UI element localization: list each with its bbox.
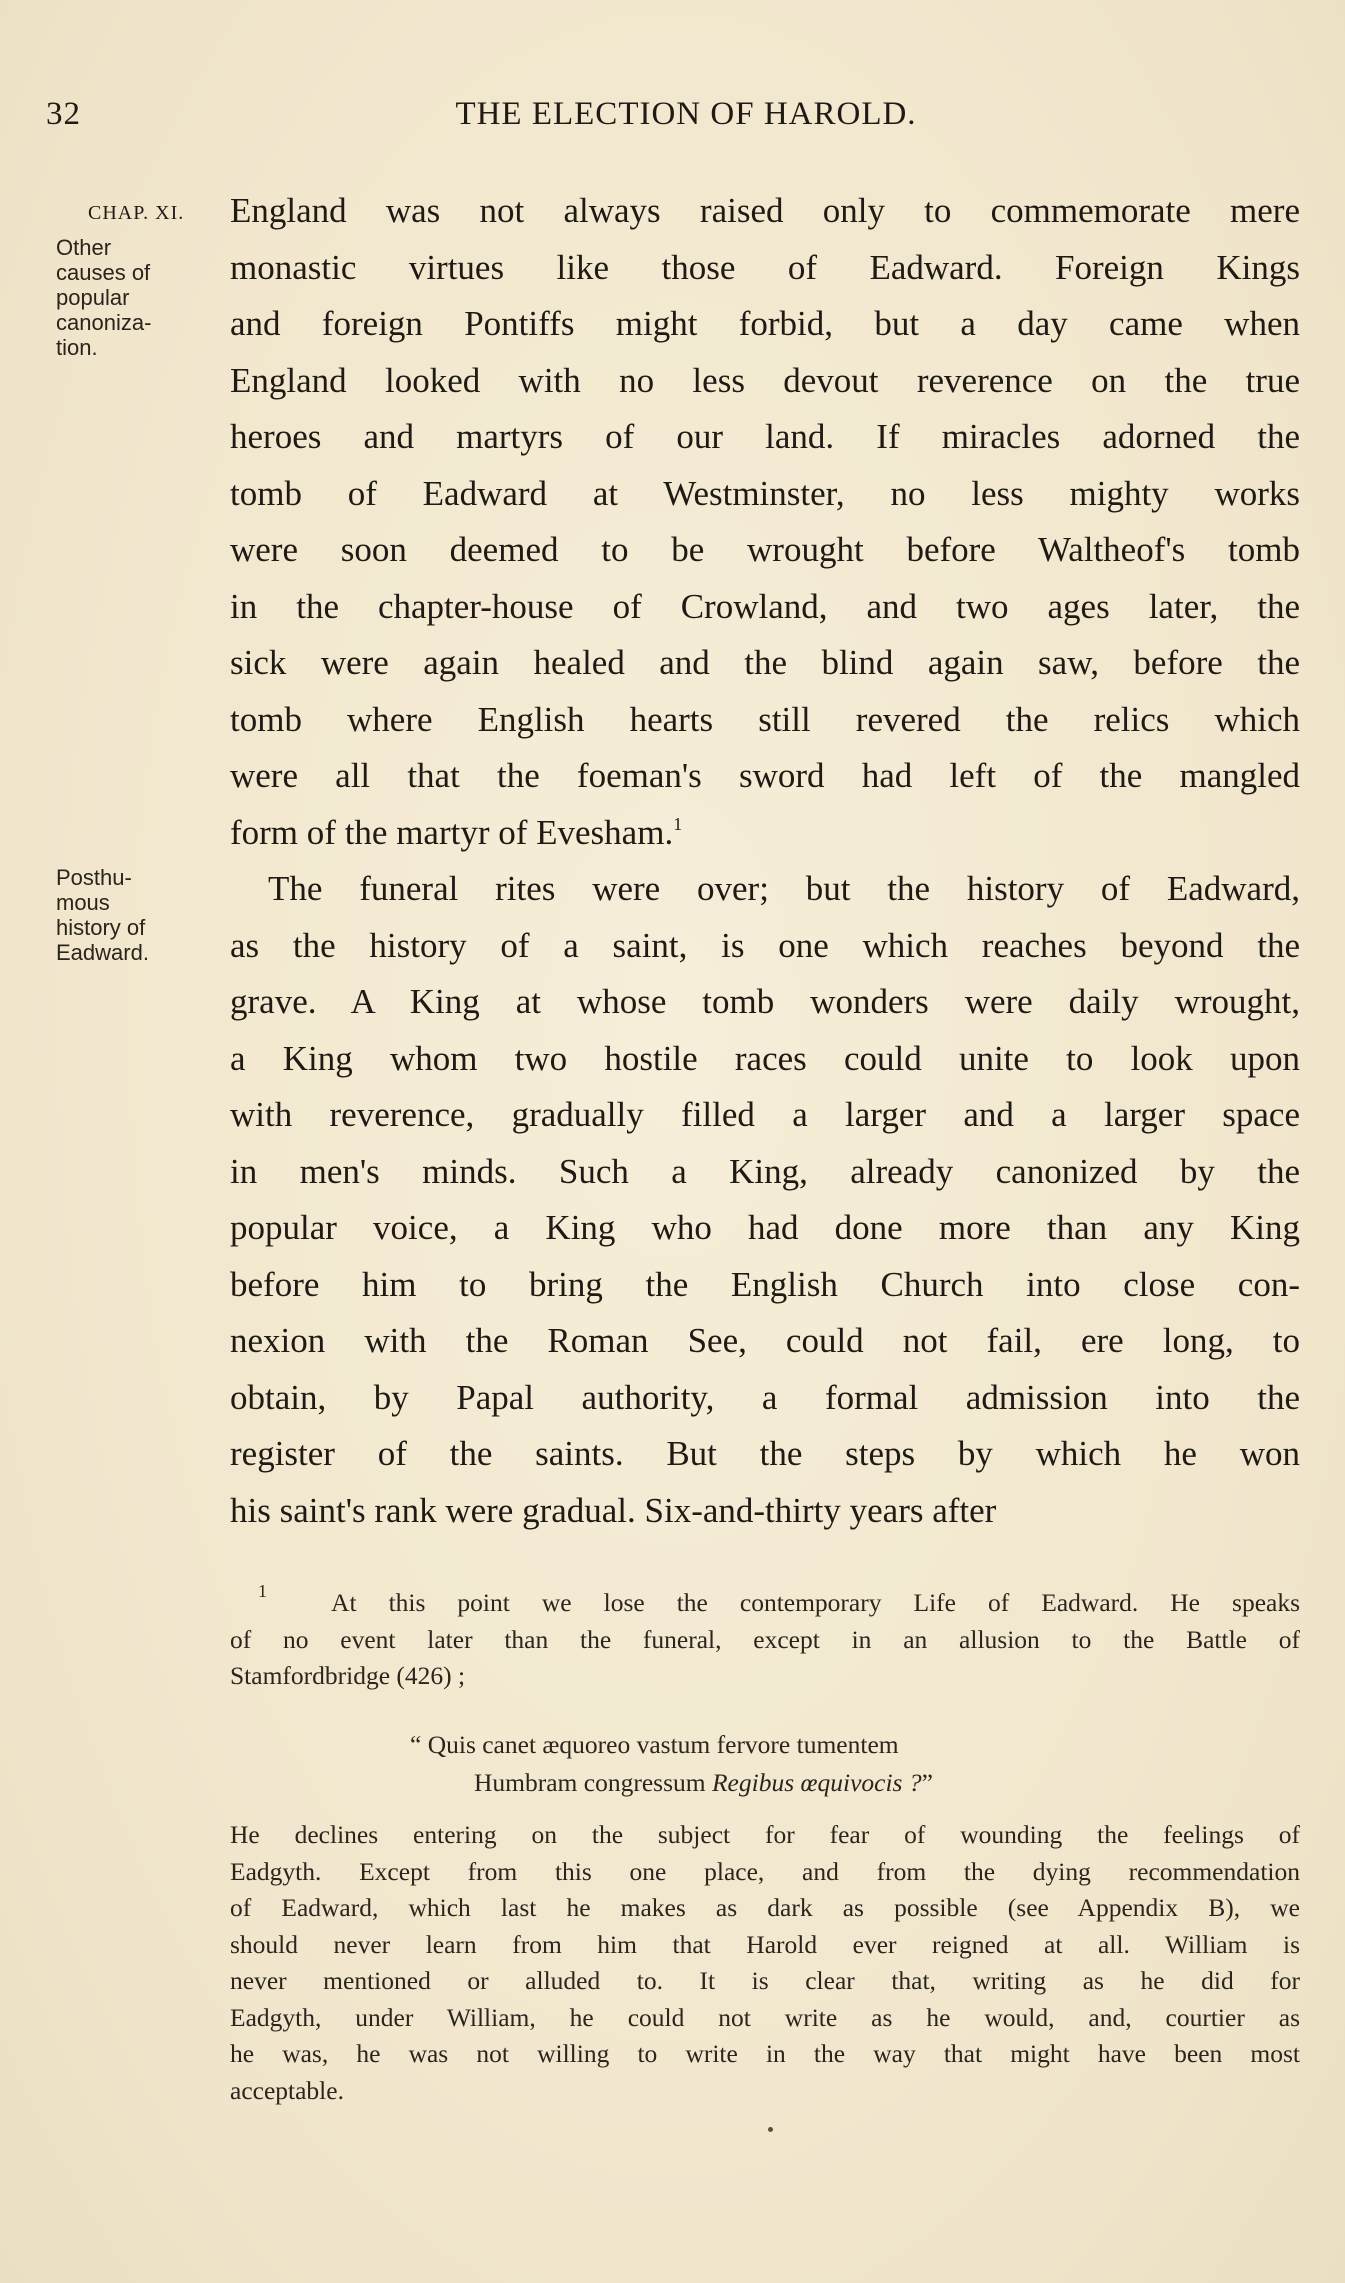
text-line: were soon deemed to be wrought before Waltheof's tomb bbox=[230, 530, 1300, 569]
footnote-reference: 1 bbox=[673, 813, 683, 834]
text-line: England was not always raised only to commemorate mere bbox=[230, 191, 1300, 230]
text-line: in men's minds. Such a King, already canonized by the bbox=[230, 1151, 1300, 1191]
text-line bbox=[230, 861, 1300, 918]
footnote-verse bbox=[410, 1726, 933, 1802]
text-line: popular voice, a King who had done more than any King bbox=[230, 1208, 1300, 1247]
chapter-label: CHAP. XI. bbox=[88, 202, 185, 224]
running-head bbox=[46, 96, 1296, 136]
margin-note-line: mous bbox=[56, 890, 110, 915]
footnote-line: of Eadward, which last he makes as dark as possible (see Appendix B), we bbox=[230, 1893, 1300, 1922]
page-number: 32 bbox=[46, 96, 81, 132]
text-line: tomb of Eadward at Westminster, no less mighty works bbox=[230, 473, 1300, 513]
paragraph-1 bbox=[230, 183, 1300, 861]
text-line: were all that the foeman's sword had left of the mangled bbox=[230, 756, 1300, 795]
text-line: monastic virtues like those of Eadward. Foreign Kings bbox=[230, 247, 1300, 287]
verse-line: “ Quis canet æquoreo vastum fervore tumentem bbox=[410, 1730, 899, 1759]
footnote-continuation bbox=[230, 1817, 1300, 2109]
margin-note-line: canoniza- bbox=[56, 310, 152, 335]
verse-close-quote: ” bbox=[921, 1768, 933, 1797]
footnote-mark: 1 bbox=[258, 1581, 267, 1601]
margin-note-line: Posthu- bbox=[56, 865, 132, 890]
text-line: register of the saints. But the steps by which he won bbox=[230, 1434, 1300, 1473]
text-line: his saint's rank were gradual. Six-and-thirty years after bbox=[230, 1490, 997, 1530]
text-line: sick were again healed and the blind again saw, before the bbox=[230, 643, 1300, 682]
footnote-line: acceptable. bbox=[230, 2075, 344, 2105]
text-line: nexion with the Roman See, could not fail, ere long, to bbox=[230, 1321, 1300, 1360]
footnote-intro bbox=[230, 1581, 1301, 1695]
margin-note-line: Other bbox=[56, 235, 112, 260]
text-line: with reverence, gradually filled a larger and a larger space bbox=[230, 1095, 1300, 1134]
margin-note-line: history of bbox=[56, 915, 146, 940]
footnote-line: Eadgyth. Except from this one place, and from the dying recommendation bbox=[230, 1856, 1300, 1886]
margin-note-posthumous bbox=[56, 865, 206, 965]
margin-note-line: tion. bbox=[56, 335, 98, 360]
verse-text: Humbram congressum bbox=[474, 1768, 712, 1797]
footnote-line: he was, he was not willing to write in the way that might have been most bbox=[230, 2039, 1300, 2068]
text-line: as the history of a saint, is one which reaches beyond the bbox=[230, 925, 1300, 965]
text-line-content: form of the martyr of Evesham. bbox=[230, 812, 674, 852]
ink-speck bbox=[768, 2127, 773, 2132]
footnote-line: Eadgyth, under William, he could not write as he would, and, courtier as bbox=[230, 2002, 1300, 2032]
margin-note-line: causes of bbox=[56, 260, 151, 285]
footnote-line bbox=[230, 1581, 1301, 1622]
text-line: a King whom two hostile races could unite to look upon bbox=[230, 1038, 1300, 1078]
running-title: THE ELECTION OF HAROLD. bbox=[455, 96, 917, 132]
paragraph-2 bbox=[230, 861, 1300, 1539]
text-line: in the chapter-house of Crowland, and two ages later, the bbox=[230, 586, 1300, 626]
text-line: England looked with no less devout reverence on the true bbox=[230, 360, 1300, 400]
footnote-line: should never learn from him that Harold ever reigned at all. William is bbox=[230, 1929, 1300, 1959]
text-line: and foreign Pontiffs might forbid, but a day came when bbox=[230, 304, 1300, 343]
verse-line bbox=[410, 1764, 933, 1802]
text-line: tomb where English hearts still revered the relics which bbox=[230, 699, 1300, 739]
text-line: grave. A King at whose tomb wonders were daily wrought, bbox=[230, 982, 1300, 1021]
footnote-line: never mentioned or alluded to. It is clear that, writing as he did for bbox=[230, 1966, 1300, 1995]
footnote-line: Stamfordbridge (426) ; bbox=[230, 1661, 466, 1690]
verse-italic-text: Regibus œquivocis ? bbox=[711, 1768, 922, 1797]
text-line: obtain, by Papal authority, a formal admission into the bbox=[230, 1377, 1300, 1417]
text-line: heroes and martyrs of our land. If miracles adorned the bbox=[230, 417, 1300, 456]
text-line-content: The funeral rites were over; but the history of Eadward, bbox=[268, 869, 1300, 908]
footnote-line: of no event later than the funeral, except in an allusion to the Battle of bbox=[230, 1624, 1300, 1654]
footnote-line-content: At this point we lose the contemporary Life of Eadward. He speaks bbox=[331, 1588, 1301, 1617]
text-line bbox=[230, 805, 1300, 862]
margin-note-canonization bbox=[56, 235, 206, 360]
margin-note-line: Eadward. bbox=[56, 940, 149, 965]
footnote-line: He declines entering on the subject for fear of wounding the feelings of bbox=[230, 1820, 1300, 1849]
margin-note-line: popular bbox=[56, 285, 130, 310]
text-line: before him to bring the English Church into close con- bbox=[230, 1264, 1300, 1304]
